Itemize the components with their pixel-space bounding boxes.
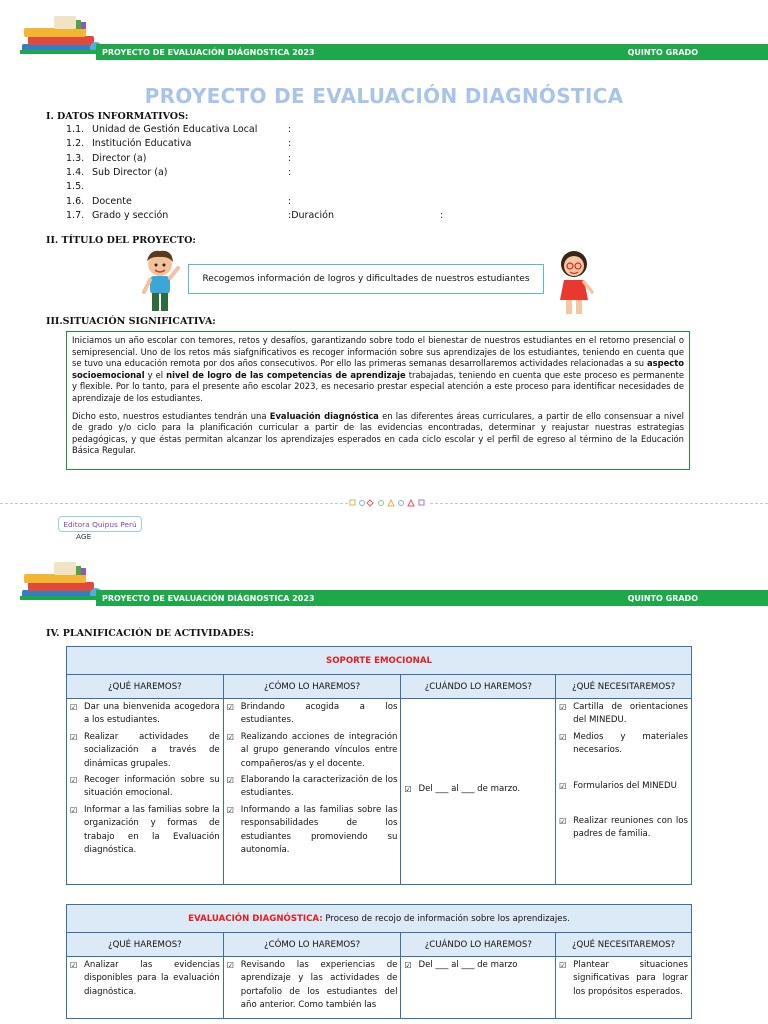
diagnostic-evaluation-table (66, 904, 692, 1019)
check-icon: ☑ (404, 785, 412, 795)
check-icon: ☑ (226, 776, 234, 786)
col-header-cuando: ¿CUÁNDO LO HAREMOS? (401, 675, 556, 699)
header-project-label: PROYECTO DE EVALUACIÓN DIÁGNOSTICA 2023 (102, 593, 315, 603)
situation-paragraph-2: Dicho esto, nuestros estudiantes tendrán una Evaluación diagnóstica en las diferentes áreas curriculares, a partir de ello consensuar a nivel de grado y/o ciclo para la planificación curricular a partir de las evidencias encontradas, determinar y reajustar nuestras estrategias pedagógicas, y que éstas permitan alcanzar los aprendizajes esperados en cada ciclo escolar y el perfil de egreso al término de la Educación Básica Regular. (72, 410, 684, 456)
checklist-item: ☑ Informar a las familias sobre la organización y formas de trabajo en la Evaluación diagnóstica. (70, 804, 220, 858)
info-row-label: Grado y sección (92, 209, 169, 221)
check-icon: ☑ (70, 776, 78, 786)
info-row-colon: : (288, 124, 292, 135)
info-row (66, 167, 296, 178)
check-icon: ☑ (70, 805, 78, 815)
check-icon: ☑ (70, 961, 78, 970)
duration-colon: : (440, 209, 444, 221)
girl-character-illustration (552, 248, 596, 318)
checklist-item: ☑ Realizar reuniones con los padres de familia. (559, 815, 688, 842)
header-grade-label: QUINTO GRADO (627, 593, 698, 603)
checklist-item: ☑ Recoger información sobre su situación emocional. (70, 774, 220, 801)
info-row-label: Institución Educativa (92, 138, 192, 150)
info-row-number: 1.5. (66, 181, 85, 193)
checklist-item: ☑ Cartilla de orientaciones del MINEDU. (559, 701, 688, 728)
check-icon: ☑ (559, 732, 567, 742)
check-icon: ☑ (226, 961, 234, 970)
info-row-number: 1.7. (66, 209, 85, 221)
emotional-support-table (66, 646, 692, 885)
checklist-item: ☑ Dar una bienvenida acogedora a los estudiantes. (70, 701, 220, 728)
col-header-que: ¿QUÉ HAREMOS? (67, 933, 224, 957)
info-row-label: Director (a) (92, 152, 147, 164)
situation-paragraph-1: Iniciamos un año escolar con temores, retos y desafíos, garantizando sobre todo el bienestar de nuestros estudiantes en el retorno presencial o semipresencial. Uno de los retos más siafgnificativos es recoger información sobre sus aprendizajes de los estudiantes, teniendo en cuenta que se tuvo una educación remota por dos años consecutivos. Por ello las primeras semanas desarrollaremos actividades relacionadas a su aspecto socioemocional y el nivel de logro de las competencias de aprendizaje trabajadas, teniendo en cuenta que este proceso es permanente y flexible. Por lo tanto, para el presente año escolar 2023, es necesario prestar especial atención a este proceso para identificar necesidades de aprendizaje de los estudiantes. (72, 335, 684, 403)
info-row (66, 196, 296, 207)
significant-situation-box (66, 331, 690, 470)
page-header-banner-2 (0, 546, 768, 604)
cell-que (67, 957, 224, 1019)
check-icon: ☑ (226, 805, 234, 815)
info-row-number: 1.1. (66, 124, 85, 135)
check-icon: ☑ (559, 703, 567, 712)
info-row-colon: : (288, 166, 292, 178)
checklist-item: ☑ Informando a las familias sobre las responsabilidades de los estudiantes promoviendo su autonomía. (227, 804, 398, 858)
divider-shapes-icon (348, 498, 428, 508)
col-header-necesitaremos: ¿QUÉ NECESITAREMOS? (556, 675, 692, 699)
col-header-como: ¿CÓMO LO HAREMOS? (223, 933, 401, 957)
editora-link[interactable]: Editora Quipus Perú (58, 516, 142, 532)
checklist-item: ☑ Realizar actividades de socialización a través de dinámicas grupales. (70, 731, 220, 771)
info-row (66, 153, 296, 164)
checklist-item: ☑ Formularios del MINEDU (559, 780, 688, 793)
info-row-colon: : (288, 138, 292, 150)
info-row-label: Unidad de Gestión Educativa Local (92, 124, 258, 135)
col-header-cuando: ¿CUÁNDO LO HAREMOS? (401, 933, 556, 957)
cell-que (67, 699, 224, 885)
check-icon: ☑ (226, 703, 234, 712)
table-1-title: SOPORTE EMOCIONAL (67, 647, 692, 675)
info-row (66, 181, 296, 192)
cell-necesitaremos (556, 699, 692, 885)
check-icon: ☑ (70, 703, 78, 712)
section-1-heading: I. DATOS INFORMATIVOS: (46, 111, 189, 122)
info-row (66, 210, 443, 221)
checklist-item: ☑ Plantear situaciones significativas para lograr los propósitos esperados. (559, 959, 688, 999)
section-2-heading: II. TÍTULO DEL PROYECTO: (46, 235, 196, 246)
cell-necesitaremos (556, 957, 692, 1019)
section-4-heading: IV. PLANIFICACIÓN DE ACTIVIDADES: (46, 628, 254, 639)
info-row-colon: : (288, 152, 292, 164)
col-header-que: ¿QUÉ HAREMOS? (67, 675, 224, 699)
cell-como (223, 699, 401, 885)
checklist-item: ☑ Revisando las experiencias de aprendizaje y las actividades de portafolio de los estudiantes del año anterior. Como también las (227, 959, 398, 1013)
checklist-item: ☑ Elaborando la caracterización de los estudiantes. (227, 774, 398, 801)
checklist-item: ☑ Medios y materiales necesarios. (559, 731, 688, 758)
cell-cuando: ☑ Del ___ al ___ de marzo. (401, 699, 556, 885)
check-icon: ☑ (226, 732, 234, 742)
info-row-label: Docente (92, 195, 132, 207)
check-icon: ☑ (404, 961, 412, 970)
table-2-title: EVALUACIÓN DIAGNÓSTICA: Proceso de recojo de información sobre los aprendizajes. (67, 905, 692, 933)
info-row-colon (288, 181, 296, 192)
page-header-banner (0, 0, 768, 58)
project-title-text: Recogemos información de logros y dificultades de nuestros estudiantes (202, 274, 530, 284)
check-icon: ☑ (559, 817, 567, 827)
checklist-item: ☑ Brindando acogida a los estudiantes. (227, 701, 398, 728)
check-icon: ☑ (559, 781, 567, 791)
header-bar (96, 44, 768, 60)
info-row-label: Sub Director (a) (92, 166, 168, 178)
header-bar (96, 590, 768, 606)
section-3-heading: III.SITUACIÓN SIGNIFICATIVA: (46, 316, 216, 327)
checklist-item: ☑ Realizando acciones de integración al grupo generando vínculos entre compañeros/as y el docente. (227, 731, 398, 771)
info-row-colon: :Duración (288, 209, 334, 221)
info-row-number: 1.2. (66, 138, 85, 150)
boy-character-illustration (138, 248, 182, 316)
info-row-label (92, 181, 288, 192)
header-grade-label: QUINTO GRADO (627, 47, 698, 57)
info-row-colon: : (288, 195, 292, 207)
col-header-como: ¿CÓMO LO HAREMOS? (223, 675, 401, 699)
info-row-number: 1.3. (66, 152, 85, 164)
col-header-necesitaremos: ¿QUÉ NECESITAREMOS? (556, 933, 692, 957)
main-title: PROYECTO DE EVALUACIÓN DIAGNÓSTICA (144, 84, 624, 108)
check-icon: ☑ (559, 961, 567, 970)
cell-como (223, 957, 401, 1019)
cell-cuando: ☑ Del ___ al ___ de marzo (401, 957, 556, 1019)
header-project-label: PROYECTO DE EVALUACIÓN DIÁGNOSTICA 2023 (102, 47, 315, 57)
check-icon: ☑ (70, 732, 78, 742)
info-row-number: 1.4. (66, 166, 85, 178)
info-row (66, 138, 296, 149)
age-label: AGE (76, 532, 92, 541)
checklist-item: ☑ Analizar las evidencias disponibles para la evaluación diagnóstica. (70, 959, 220, 999)
info-row (66, 124, 296, 135)
project-title-box (188, 264, 544, 294)
info-row-number: 1.6. (66, 195, 85, 207)
